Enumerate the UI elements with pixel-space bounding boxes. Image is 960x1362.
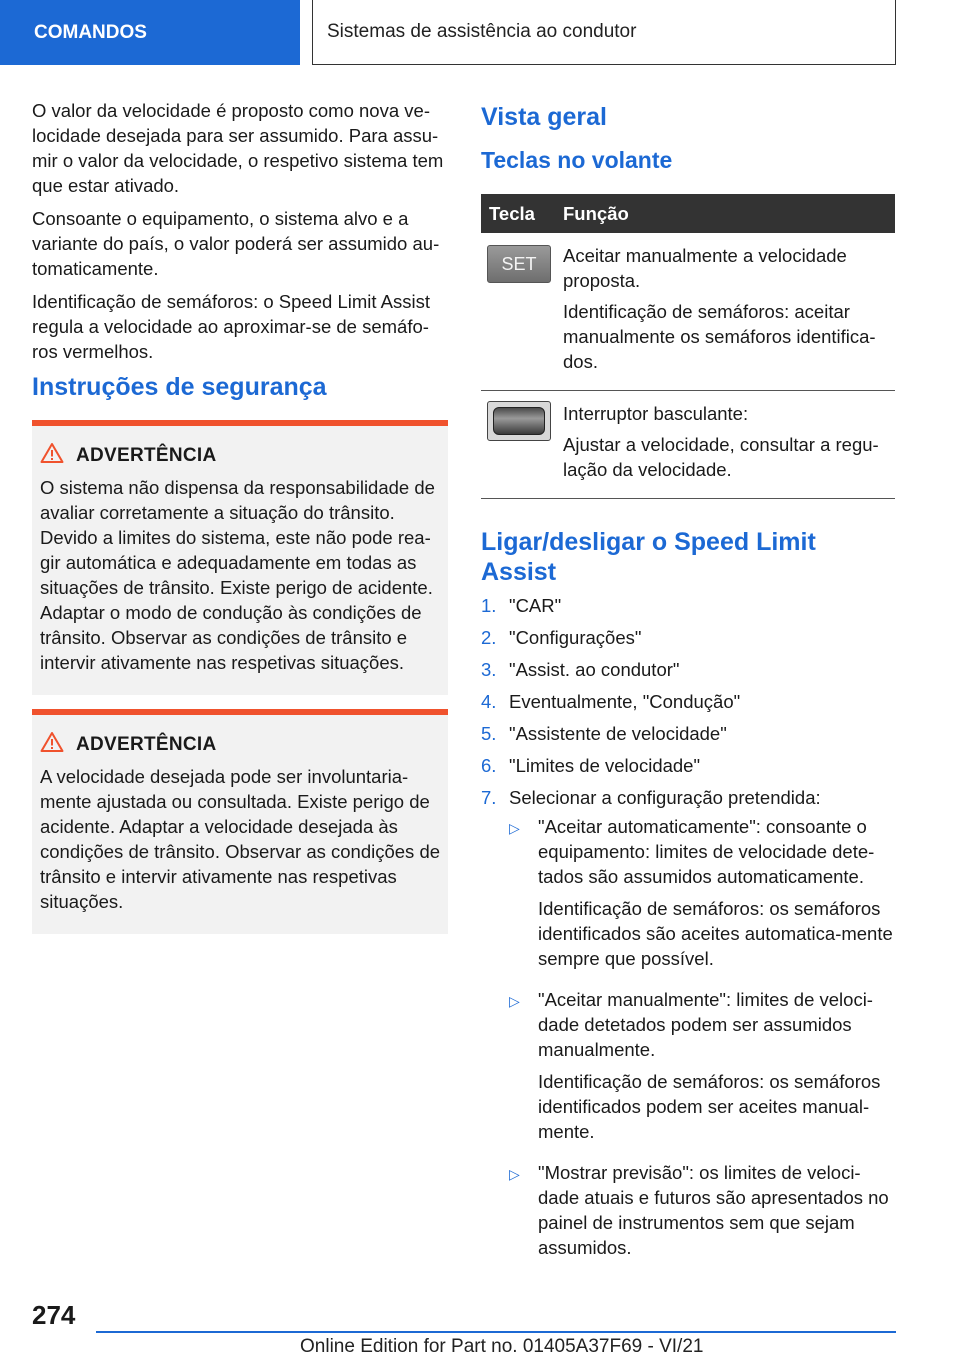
list-item	[481, 593, 895, 618]
warning-title: ADVERTÊNCIA	[76, 733, 217, 755]
warning-triangle-icon	[40, 731, 64, 758]
warning-text: A velocidade desejada pode ser involuntaria-mente ajustada ou consultada. Existe perigo de acidente. Adaptar a velocidade desejada às condições de trânsito. Observar as condições de trânsito e intervir ativamente nas respetivas situações.	[40, 766, 441, 912]
function-text: Aceitar manualmente a velocidade proposta.	[563, 245, 847, 291]
step-number: 1.	[481, 595, 497, 616]
function-text: Interruptor basculante:	[563, 403, 749, 424]
function-text: Identificação de semáforos: aceitar manualmente os semáforos identifica-dos.	[563, 301, 876, 372]
left-column	[32, 98, 448, 948]
option-item	[509, 814, 895, 978]
right-column	[481, 98, 895, 1276]
option-text: "Aceitar manualmente": limites de veloci-dade detetados podem ser assumidos manualmente.	[538, 989, 873, 1060]
rocker-switch-icon	[487, 401, 551, 441]
section-tab: COMANDOS	[0, 0, 300, 65]
overview-heading: Vista geral	[481, 103, 608, 131]
list-item	[481, 689, 895, 714]
list-item	[481, 625, 895, 650]
table-row	[481, 233, 895, 391]
step-number: 5.	[481, 723, 497, 744]
step-number: 6.	[481, 755, 497, 776]
safety-heading: Instruções de segurança	[32, 373, 327, 401]
step-text: Eventualmente, "Condução"	[509, 691, 741, 712]
step-text: "Limites de velocidade"	[509, 755, 701, 776]
list-item	[481, 721, 895, 746]
step-number: 2.	[481, 627, 497, 648]
list-item	[481, 753, 895, 778]
triangle-bullet-icon: ▷	[509, 1166, 520, 1182]
step-text: Selecionar a configuração pretendida:	[509, 787, 821, 808]
warning-text: O sistema não dispensa da responsabilidade de avaliar corretamente a situação do trânsito. Devido a limites do sistema, este não pode rea-gir automática e adequadamente em todas as situações de trânsito. Existe perigo de acidente. Adaptar o modo de condução às condições de trânsito. Observar as condições de trânsito e intervir ativamente nas respetivas situações.	[40, 477, 435, 673]
warning-box	[32, 420, 448, 695]
page-number: 274	[32, 1300, 76, 1330]
intro-paragraph: Identificação de semáforos: o Speed Limit Assist regula a velocidade ao aproximar-se de semáfo-ros vermelhos.	[32, 291, 430, 362]
step-number: 4.	[481, 691, 497, 712]
step-text: "CAR"	[509, 595, 562, 616]
warning-triangle-icon	[40, 442, 64, 469]
step-number: 3.	[481, 659, 497, 680]
option-item	[509, 987, 895, 1151]
option-item	[509, 1160, 895, 1267]
warning-title: ADVERTÊNCIA	[76, 444, 217, 466]
intro-paragraph: O valor da velocidade é proposto como nova ve-locidade desejada para ser assumido. Para assu-mir o valor da velocidade, o respetivo sistema tem que estar ativado.	[32, 100, 444, 196]
step-text: "Assist. ao condutor"	[509, 659, 680, 680]
step-number: 7.	[481, 787, 497, 808]
option-text: Identificação de semáforos: os semáforos identificados podem ser aceites manual-mente.	[538, 1071, 881, 1142]
list-item	[481, 785, 895, 1267]
col-header-function: Função	[557, 194, 895, 233]
warning-box	[32, 709, 448, 934]
option-text: Identificação de semáforos: os semáforos identificados são aceites automatica-mente sempre que possível.	[538, 898, 893, 969]
footer-divider	[96, 1331, 896, 1333]
option-text: "Aceitar automaticamente": consoante o equipamento: limites de velocidade dete-tados são assumidos automaticamente.	[538, 816, 875, 887]
table-row	[481, 391, 895, 499]
list-item	[481, 657, 895, 682]
option-text: "Mostrar previsão": os limites de veloci-dade atuais e futuros são apresentados no painel de instrumentos sem que sejam assumidos.	[538, 1162, 889, 1258]
chapter-title: Sistemas de assistência ao condutor	[312, 0, 896, 65]
step-text: "Assistente de velocidade"	[509, 723, 727, 744]
step-text: "Configurações"	[509, 627, 642, 648]
wheel-keys-heading: Teclas no volante	[481, 147, 673, 173]
set-key-icon: SET	[487, 245, 551, 283]
keys-table	[481, 194, 895, 499]
col-header-key: Tecla	[481, 194, 557, 233]
intro-paragraph: Consoante o equipamento, o sistema alvo e a variante do país, o valor poderá ser assumido au-tomaticamente.	[32, 208, 440, 279]
steps-list	[481, 593, 895, 1267]
triangle-bullet-icon: ▷	[509, 993, 520, 1009]
edition-note: Online Edition for Part no. 01405A37F69 - VI/21	[300, 1336, 704, 1357]
triangle-bullet-icon: ▷	[509, 820, 520, 836]
toggle-heading: Ligar/desligar o Speed Limit Assist	[481, 528, 816, 586]
options-list	[509, 814, 895, 1267]
function-text: Ajustar a velocidade, consultar a regu-lação da velocidade.	[563, 434, 879, 480]
